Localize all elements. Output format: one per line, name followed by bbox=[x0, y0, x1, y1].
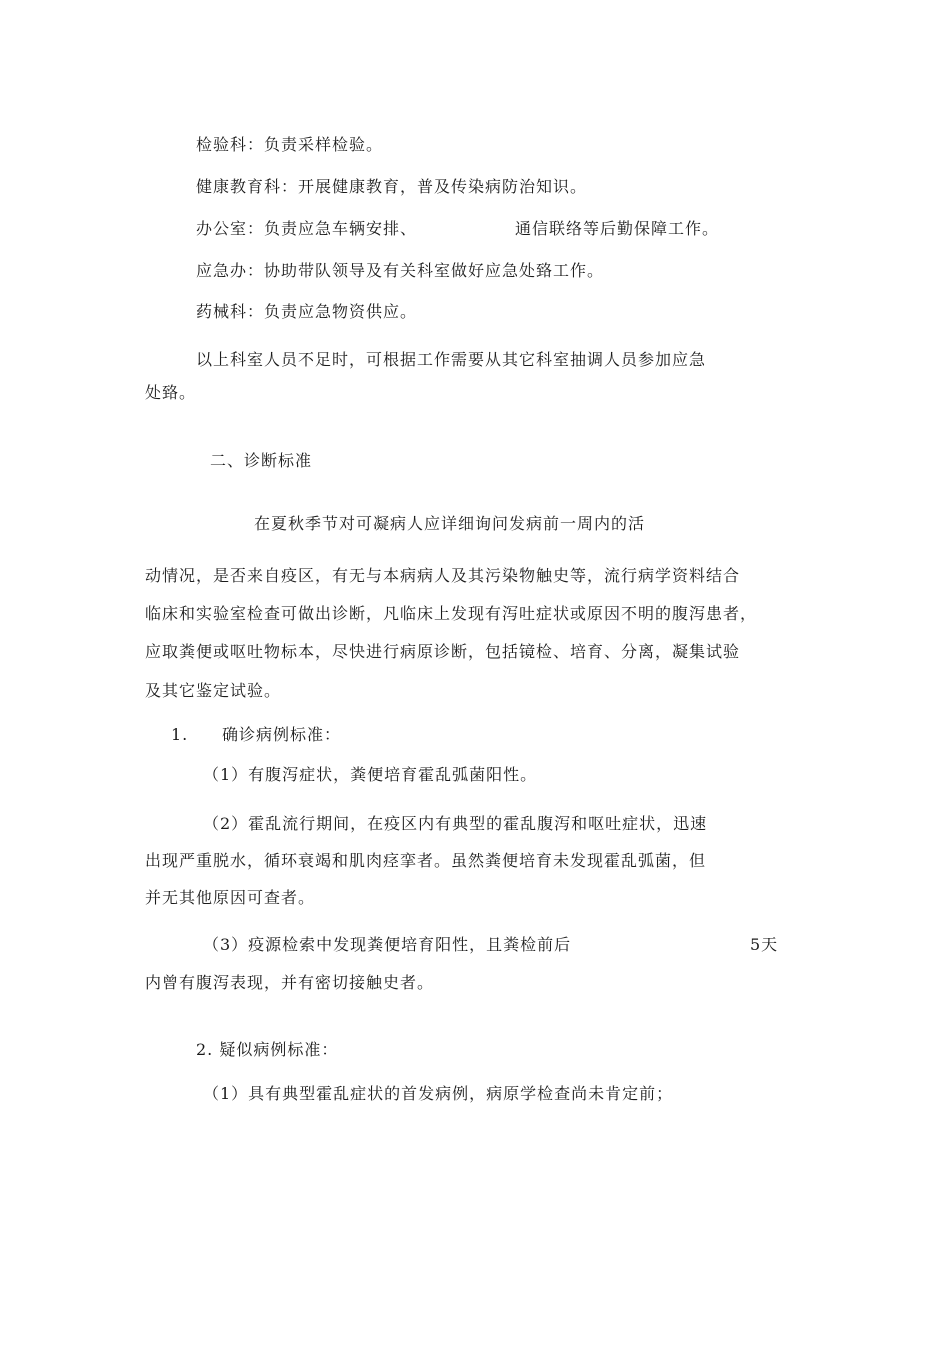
text-line: 临床和实验室检查可做出诊断，凡临床上发现有泻吐症状或原因不明的腹泻患者， bbox=[145, 604, 758, 623]
text-line: 及其它鉴定试验。 bbox=[145, 681, 282, 700]
text-line: 动情况，是否来自疫区，有无与本病病人及其污染物触史等，流行病学资料结合 bbox=[145, 566, 741, 585]
text-line: 并无其他原因可查者。 bbox=[145, 888, 316, 907]
text-line: （2）霍乱流行期间，在疫区内有典型的霍乱腹泻和呕吐症状，迅速 bbox=[203, 814, 708, 833]
text-line: 药械科：负责应急物资供应。 bbox=[196, 302, 418, 321]
text-line: 健康教育科：开展健康教育，普及传染病防治知识。 bbox=[196, 177, 588, 196]
list-number: 1. bbox=[171, 725, 189, 744]
text-line: 通信联络等后勤保障工作。 bbox=[515, 219, 720, 238]
text-line: 处臵。 bbox=[145, 383, 197, 402]
text-line: （1）具有典型霍乱症状的首发病例，病原学检查尚未肯定前； bbox=[203, 1084, 674, 1103]
text-line: 检验科：负责采样检验。 bbox=[196, 135, 384, 154]
text-line: 5天 bbox=[750, 935, 779, 954]
text-line: 内曾有腹泻表现，并有密切接触史者。 bbox=[145, 973, 435, 992]
text-line: 以上科室人员不足时，可根据工作需要从其它科室抽调人员参加应急 bbox=[196, 350, 707, 369]
text-line: 出现严重脱水，循环衰竭和肌肉痉挛者。虽然粪便培育未发现霍乱弧菌，但 bbox=[145, 851, 707, 870]
text-line: （1）有腹泻症状，粪便培育霍乱弧菌阳性。 bbox=[203, 765, 538, 784]
text-line: （3）疫源检索中发现粪便培育阳性，且粪检前后 bbox=[203, 935, 572, 954]
text-line: 办公室：负责应急车辆安排、 bbox=[196, 219, 418, 238]
text-line: 在夏秋季节对可凝病人应详细询问发病前一周内的活 bbox=[254, 514, 646, 533]
text-line: 应取粪便或呕吐物标本，尽快进行病原诊断，包括镜检、培育、分离，凝集试验 bbox=[145, 642, 741, 661]
text-line: 应急办：协助带队领导及有关科室做好应急处臵工作。 bbox=[196, 261, 605, 280]
subheading: 确诊病例标准： bbox=[222, 725, 342, 744]
subheading: 2. 疑似病例标准： bbox=[196, 1040, 339, 1059]
section-heading: 二、诊断标准 bbox=[210, 451, 313, 470]
